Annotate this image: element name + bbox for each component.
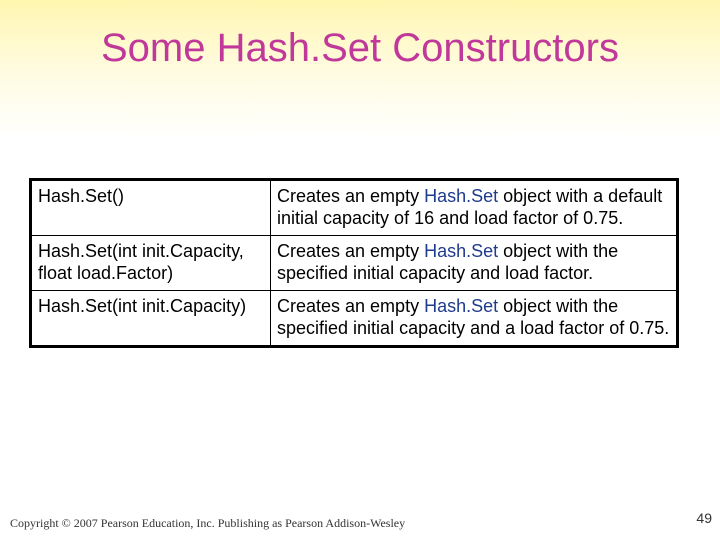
description-text: Creates an empty bbox=[277, 241, 425, 261]
constructor-description bbox=[271, 291, 678, 347]
description-text: object with a default initial capacity of 16 and load factor of 0.75. bbox=[277, 186, 663, 228]
copyright-footer: Copyright © 2007 Pearson Education, Inc. Publishing as Pearson Addison-Wesley bbox=[10, 516, 406, 530]
constructor-description bbox=[271, 236, 678, 291]
class-name: Hash.Set bbox=[424, 296, 499, 316]
table-row bbox=[31, 236, 678, 291]
table-row bbox=[31, 180, 678, 236]
table-row bbox=[31, 291, 678, 347]
page-number: 49 bbox=[696, 510, 712, 526]
description-text: Creates an empty bbox=[277, 296, 425, 316]
description-text: Creates an empty bbox=[277, 186, 425, 206]
constructor-signature: Hash.Set() bbox=[31, 180, 271, 236]
description-text: object with the specified initial capacity and a load factor of 0.75. bbox=[277, 296, 670, 338]
constructor-description bbox=[271, 180, 678, 236]
description-text: object with the specified initial capacity and load factor. bbox=[277, 241, 619, 283]
constructor-signature: Hash.Set(int init.Capacity) bbox=[31, 291, 271, 347]
class-name: Hash.Set bbox=[424, 241, 499, 261]
class-name: Hash.Set bbox=[424, 186, 499, 206]
constructor-signature: Hash.Set(int init.Capacity, float load.Factor) bbox=[31, 236, 271, 291]
slide-title: Some Hash.Set Constructors bbox=[101, 26, 619, 70]
constructors-table bbox=[29, 178, 679, 348]
